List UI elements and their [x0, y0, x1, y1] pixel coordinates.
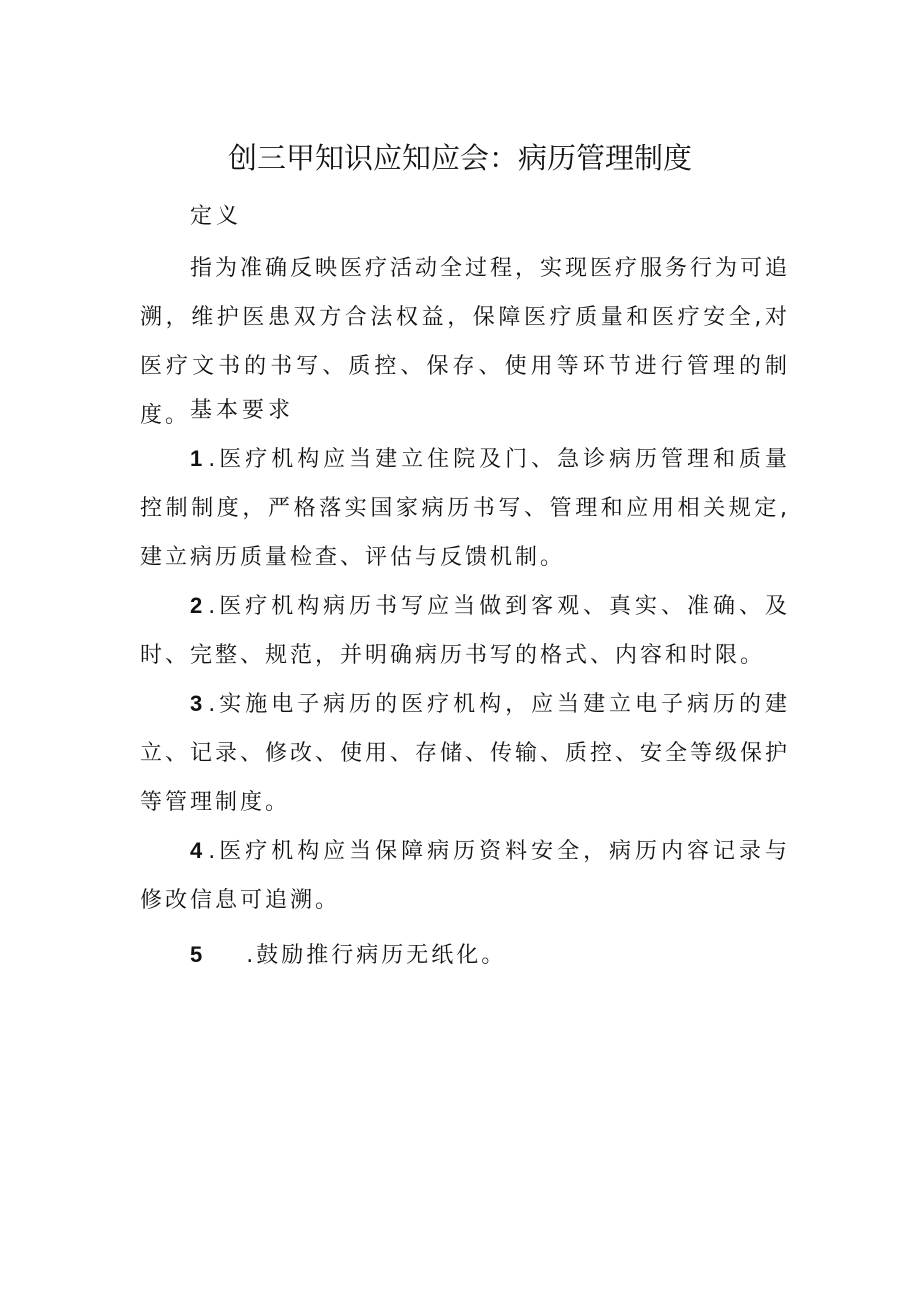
requirement-item-3 — [140, 679, 790, 827]
requirement-text: .医疗机构应当建立住院及门、急诊病历管理和质量控制制度，严格落实国家病历书写、管理和应用相关规定,建立病历质量检查、评估与反馈机制。 — [140, 447, 790, 570]
definition-paragraph: 指为准确反映医疗活动全过程，实现医疗服务行为可追溯，维护医患双方合法权益，保障医疗质量和医疗安全,对医疗文书的书写、质控、保存、使用等环节进行管理的制度。 — [140, 256, 791, 428]
requirement-item-2 — [140, 581, 790, 680]
section-heading-definition: 定义 — [190, 204, 243, 229]
requirement-text: .实施电子病历的医疗机构，应当建立电子病历的建立、记录、修改、使用、存储、传输、质控、安全等级保护等管理制度。 — [140, 692, 791, 815]
requirement-text: .医疗机构应当保障病历资料安全，病历内容记录与修改信息可追溯。 — [140, 839, 790, 913]
requirement-item-4 — [140, 826, 790, 925]
requirement-number: 3 — [190, 691, 209, 716]
requirement-text: .医疗机构病历书写应当做到客观、真实、准确、及时、完整、规范，并明确病历书写的格式、内容和时限。 — [140, 594, 790, 668]
requirement-item-5 — [190, 940, 506, 971]
requirement-text: .鼓励推行病历无纸化。 — [246, 943, 507, 968]
requirement-item-1 — [140, 434, 790, 582]
requirement-number: 2 — [190, 593, 209, 618]
requirement-number: 1 — [190, 446, 209, 471]
document-title: 创三甲知识应知应会：病历管理制度 — [227, 141, 692, 175]
requirement-number: 4 — [190, 838, 209, 863]
section-heading-requirements: 基本要求 — [190, 398, 295, 423]
requirement-number: 5 — [190, 942, 209, 967]
